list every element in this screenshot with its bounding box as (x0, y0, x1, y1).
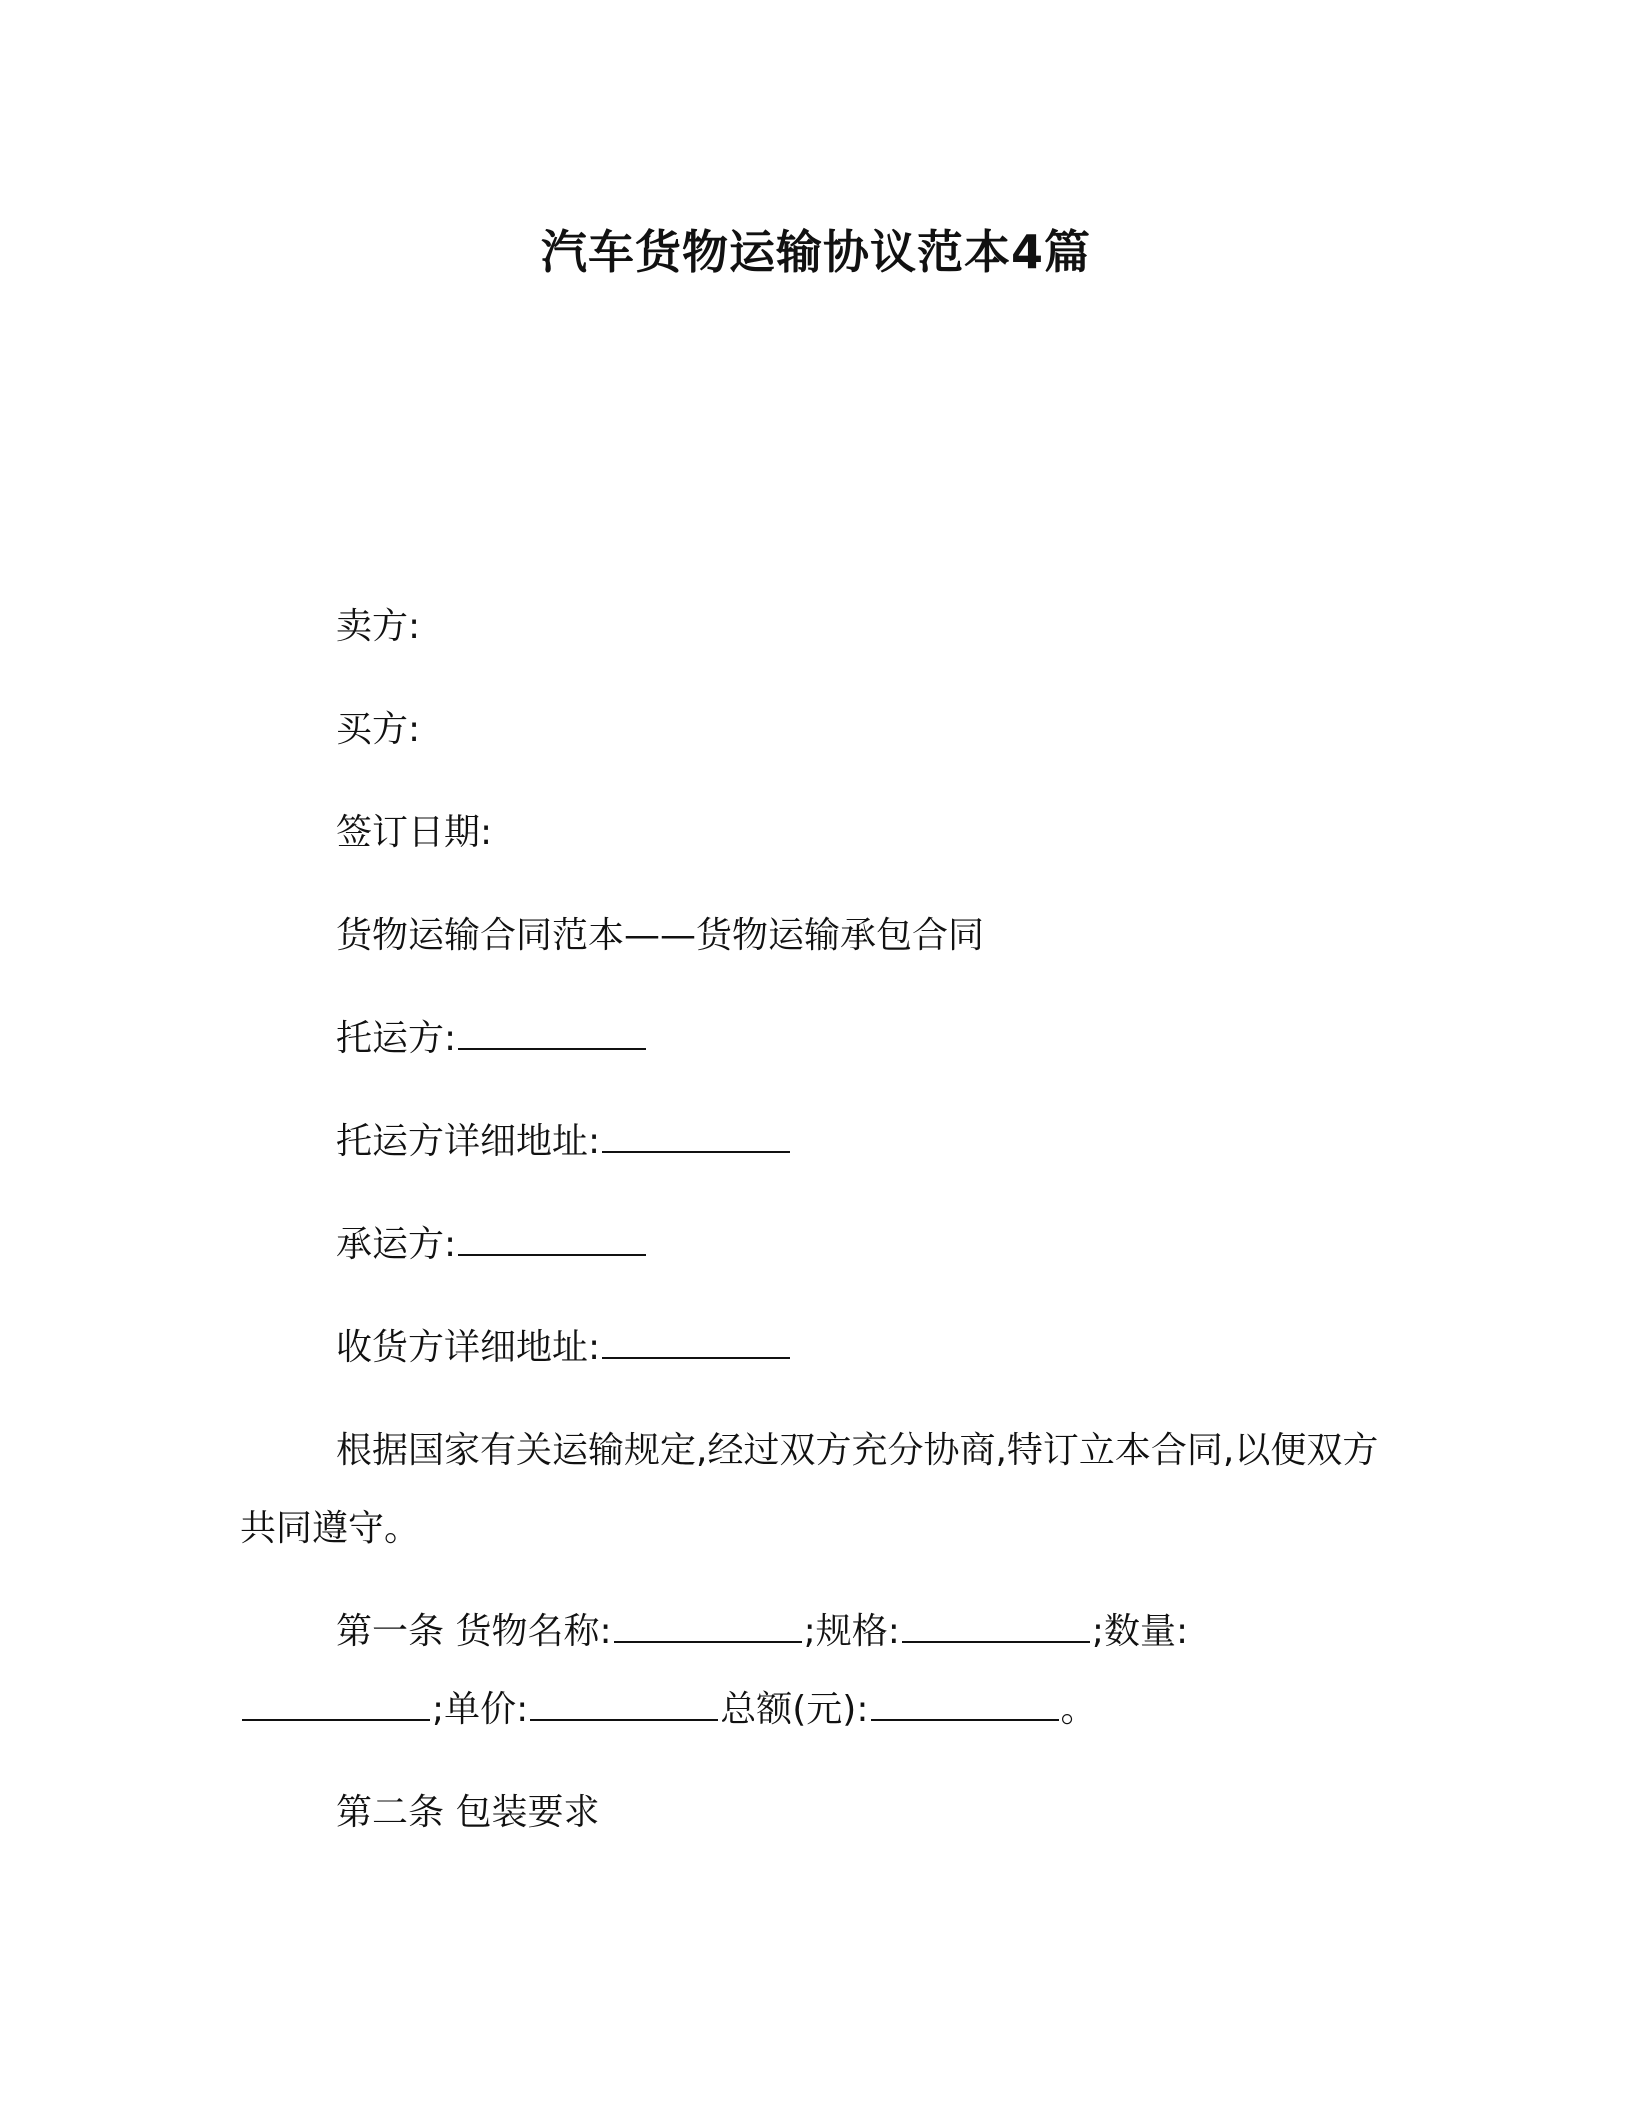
date-line (240, 794, 1380, 872)
carrier-line (240, 1206, 1380, 1284)
article-2 (240, 1774, 1380, 1852)
shipper-address-line (240, 1103, 1380, 1181)
quantity-blank (242, 1683, 430, 1721)
article-2-text: 第二条 包装要求 (336, 1792, 600, 1833)
consignee-address-line (240, 1309, 1380, 1387)
carrier-label: 承运方: (336, 1224, 457, 1265)
spec-label: ;规格: (803, 1611, 900, 1652)
carrier-blank (458, 1218, 646, 1256)
unit-price-label: ;单价: (432, 1689, 529, 1730)
shipper-blank (458, 1012, 646, 1050)
intro-paragraph: 根据国家有关运输规定,经过双方充分协商,特订立本合同,以便双方共同遵守。 (240, 1430, 1379, 1549)
consignee-address-label: 收货方详细地址: (336, 1327, 601, 1368)
article-1 (240, 1593, 1380, 1749)
article-1-prefix: 第一条 货物名称: (336, 1611, 612, 1652)
shipper-label: 托运方: (336, 1018, 457, 1059)
spec-blank (902, 1605, 1090, 1643)
document-title: 汽车货物运输协议范本4篇 (540, 225, 1091, 279)
contract-heading-text: 货物运输合同范本——货物运输承包合同 (336, 915, 985, 956)
quantity-label: ;数量: (1091, 1611, 1189, 1652)
goods-name-blank (614, 1605, 802, 1643)
seller-label: 卖方: (336, 606, 421, 647)
contract-heading (240, 897, 1380, 975)
shipper-address-blank (602, 1115, 790, 1153)
total-blank (871, 1683, 1059, 1721)
unit-price-blank (530, 1683, 718, 1721)
document-body (240, 588, 1380, 1877)
buyer-line (240, 691, 1380, 769)
buyer-label: 买方: (336, 709, 421, 750)
shipper-address-label: 托运方详细地址: (336, 1121, 601, 1162)
seller-line (240, 588, 1380, 666)
date-label: 签订日期: (336, 812, 493, 853)
consignee-address-blank (602, 1321, 790, 1359)
shipper-line (240, 1000, 1380, 1078)
article-1-end: 。 (1060, 1689, 1097, 1730)
total-label: 总额(元): (720, 1689, 869, 1730)
